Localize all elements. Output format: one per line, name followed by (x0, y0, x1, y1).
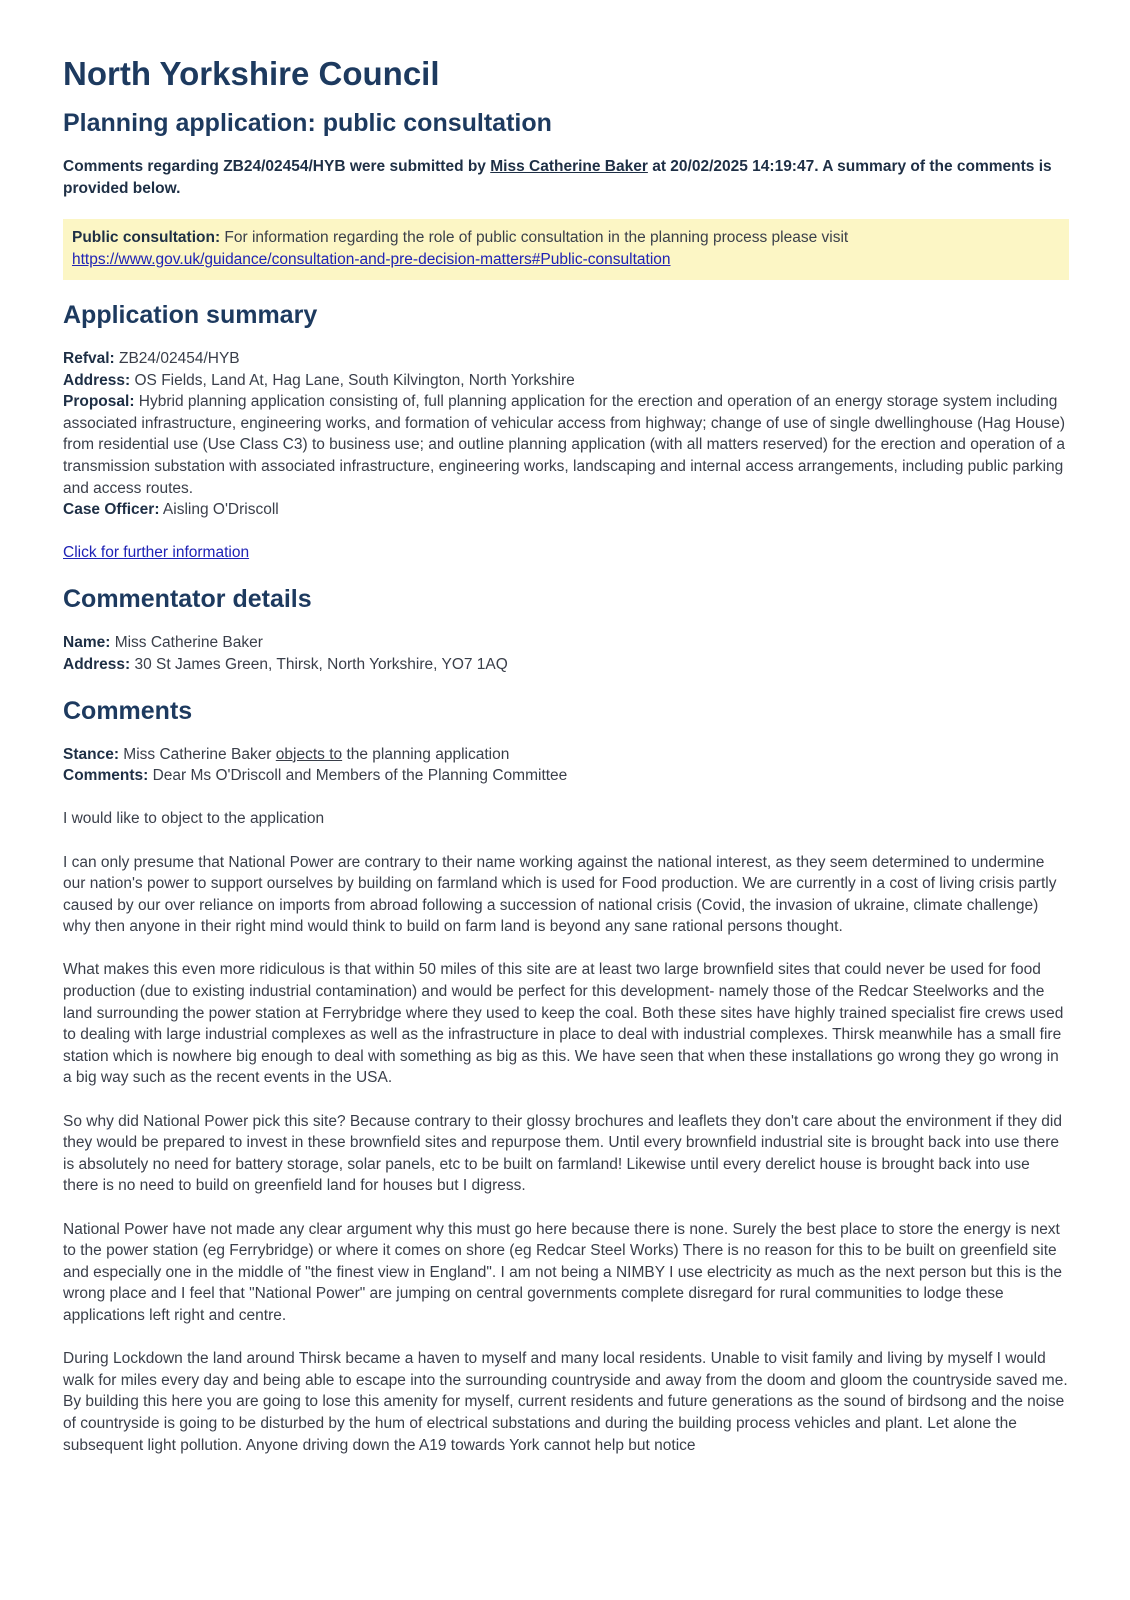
commentator-details (63, 632, 1069, 675)
notice-text: For information regarding the role of public consultation in the planning process please visit (220, 229, 849, 246)
notice-label: Public consultation: (72, 229, 221, 246)
commentator-name-link[interactable]: Miss Catherine Baker (490, 158, 648, 175)
comment-paragraph: National Power have not made any clear argument why this must go here because there is none. Surely the best place to store the energy is next to the power station (eg Ferrybridge) or where it comes on shore (eg Redcar Steel Works) There is no reason for this to be built on greenfield site and especially one in the middle of "the finest view in England". I am not being a NIMBY I use electricity as much as the next person but this is the wrong place and I feel that "National Power" are jumping on central governments complete disregard for rural communities to lodge these applications left right and centre. (63, 1220, 1062, 1324)
commentator-address-value: 30 St James Green, Thirsk, North Yorkshire, YO7 1AQ (130, 655, 508, 673)
proposal-label: Proposal: (63, 393, 135, 411)
stance-suffix: the planning application (342, 745, 510, 763)
comment-paragraph: During Lockdown the land around Thirsk became a haven to myself and many local residents. Unable to visit family and living by myself I would walk for miles every day and being able to escape into the surrounding countryside and away from the doom and gloom the countryside saved me. By building this here you are going to lose this amenity for myself, current residents and future generations as the sound of birdsong and the noise of countryside is going to be disturbed by the hum of electrical substations and during the building process vehicles and plant. Let alone the subsequent light pollution. Anyone driving down the A19 towards York cannot help but notice (63, 1350, 1068, 1454)
address-row (63, 370, 1069, 392)
comment-paragraph: What makes this even more ridiculous is that within 50 miles of this site are at least two large brownfield sites that could never be used for food production (due to existing industrial contamination) and would be perfect for this development- namely those of the Redcar Steelworks and the land surrounding the power station at Ferrybridge where they used to keep the coal. Both these sites have highly trained specialist fire crews used to dealing with large industrial complexes as well as the infrastructure in place to deal with industrial complexes. Thirsk meanwhile has a small fire station which is nowhere big enough to deal with something as big as this. We have seen that when these installations go wrong they go wrong in a big way such as the recent events in the USA. (63, 961, 1064, 1087)
consultation-guidance-link[interactable]: https://www.gov.uk/guidance/consultation-and-pre-decision-matters#Public-consultation (72, 251, 671, 268)
council-title: North Yorkshire Council (63, 55, 440, 92)
comment-paragraph: I would like to object to the application (63, 810, 325, 828)
comment-paragraph: So why did National Power pick this site? Because contrary to their glossy brochures and leaflets they don't care about the environment if they did they would be prepared to invest in these brownfield sites and repurpose them. Until every brownfield industrial site is brought back into use there is absolutely no need for battery storage, solar panels, etc to be built on farmland! Likewise until every derelict house is brought back into use there is no need to build on greenfield land for houses but I digress. (63, 1112, 1062, 1195)
application-details (63, 348, 1069, 521)
commentator-details-heading: Commentator details (63, 585, 312, 614)
further-info-row (63, 542, 1069, 564)
application-summary-heading: Application summary (63, 301, 318, 329)
comments-label: Comments: (63, 767, 149, 785)
page-subtitle: Planning application: public consultation (63, 109, 552, 137)
refval-label: Refval: (63, 350, 115, 367)
commentator-address-label: Address: (63, 655, 131, 673)
commentator-address-row (63, 654, 1069, 676)
consultation-notice (63, 219, 1069, 280)
commentator-name-row (63, 632, 1069, 654)
comments-heading: Comments (63, 696, 193, 725)
comments-row (63, 765, 1069, 787)
stance-label: Stance: (63, 745, 119, 763)
commentator-name-value: Miss Catherine Baker (110, 634, 263, 652)
proposal-value: Hybrid planning application consisting of, full planning application for the erection and operation of an energy storage system including associated infrastructure, engineering works, and formation of vehicular access from highway; change of use of single dwellinghouse (Hag House) from residential use (Use Class C3) to business use; and outline planning application (with all matters reserved) for the erection and operation of a transmission substation with associated infrastructure, engineering works, landscaping and internal access arrangements, including public parking and access routes. (63, 393, 1066, 497)
case-officer-row (63, 499, 1069, 521)
commentator-name-label: Name: (63, 634, 111, 652)
address-value: OS Fields, Land At, Hag Lane, South Kilvington, North Yorkshire (130, 371, 575, 389)
refval-row (63, 348, 1069, 370)
comments-salutation: Dear Ms O'Driscoll and Members of the Planning Committee (148, 767, 568, 785)
address-label: Address: (63, 371, 131, 389)
intro-prefix: Comments regarding ZB24/02454/HYB were submitted by (63, 158, 491, 175)
stance-objects-link[interactable]: objects to (275, 745, 343, 763)
comments-body (63, 744, 1069, 787)
further-information-link[interactable]: Click for further information (63, 544, 250, 562)
case-officer-value: Aisling O'Driscoll (159, 501, 279, 519)
stance-row (63, 744, 1069, 766)
case-officer-label: Case Officer: (63, 501, 160, 519)
refval-value: ZB24/02454/HYB (114, 350, 240, 367)
submission-intro (63, 156, 1069, 200)
stance-prefix: Miss Catherine Baker (119, 745, 276, 763)
proposal-row (63, 391, 1069, 499)
document-page (63, 52, 1069, 1456)
intro-suffix: at 20/02/2025 14:19:47. A summary of the comments is provided below. (63, 158, 1052, 197)
comment-paragraph: I can only presume that National Power are contrary to their name working against the national interest, as they seem determined to undermine our nation's power to support ourselves by building on farmland which is used for Food production. We are currently in a cost of living crisis partly caused by our over reliance on imports from abroad following a succession of national crisis (Covid, the invasion of ukraine, climate challenge) why then anyone in their right mind would think to build on farm land is beyond any sane rational persons thought. (63, 853, 1057, 936)
